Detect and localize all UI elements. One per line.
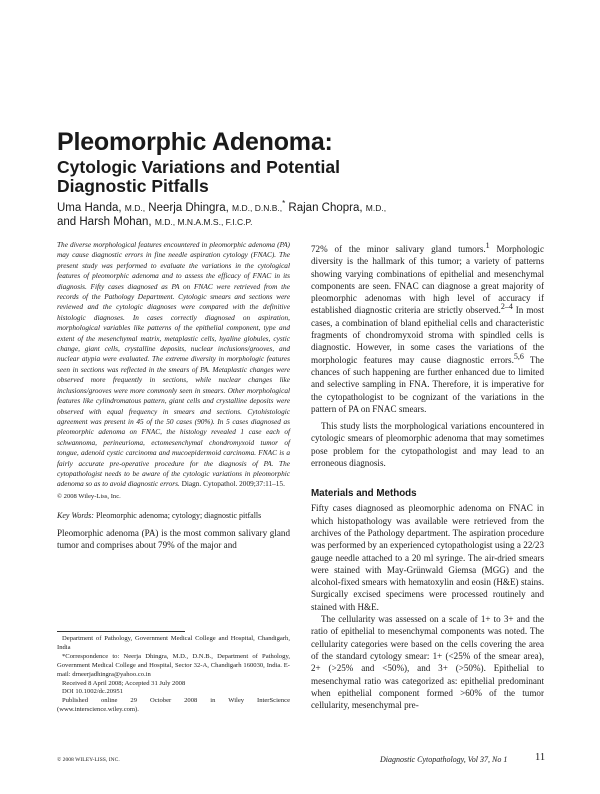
body-text-span: Morphologic diversity is the hallmark of this tumor; a variety of patterns showing varying combinations of epithelial and mesenchymal components are seen. FNAC can diagnose a great majority of pleomorphic adenomas with high level of accuracy if established diagnostic criteria are strictly observed. [311, 244, 544, 316]
article-subtitle [57, 158, 557, 196]
author-line-2 [57, 215, 557, 229]
published-online: Published online 29 October 2008 in Wiley InterScience (www.interscience.wiley.com). [57, 697, 290, 714]
body-text-span: 72% of the minor salivary gland tumors. [311, 244, 486, 254]
affiliation-footnote [57, 635, 290, 715]
author-line-1 [57, 201, 557, 215]
author-name: Rajan Chopra, [288, 202, 363, 214]
abstract-text: The diverse morphological features encountered in pleomorphic adenoma (PA) may cause diagnostic errors in fine needle aspiration cytology (FNAC). The present study was performed to evaluate the variations in the cytological features of pleomorphic adenoma and to assess the efficacy of FNAC in its diagnosis. Fifty cases diagnosed as PA on FNAC were retrieved from the records of the Pathology Department. Cytologic smears and sections were reviewed and the cytologic diagnoses were compared with the definitive histologic diagnoses. In cases correctly diagnosed on aspiration, morphological variables like patterns of the epithelial component, type and extent of the mesenchymal matrix, metaplastic cells, hyaline globules, cystic change, giant cells, crystalline deposits, nuclear inclusions/grooves, and nuclear atypia were evaluated. The extreme diversity in morphologic features seen in sections was reflected in the smears of PA. Metaplastic changes were observed more frequently in sections, while nuclear changes like inclusions/grooves were more commonly seen in smears. Other morphological features like cylindromatous pattern, giant cells and crystalline deposits were observed with equal frequency in smears and sections. Cytohistologic agreement was present in 45 of the 50 cases (90%). In 5 cases diagnosed as pleomorphic adenoma on FNAC, the histology revealed 1 case each of schwannoma, perineurioma, ectomesenchymal chondromyxoid tumor of tongue, adenoid cystic carcinoma and mucoepidermoid carcinoma. FNAC is a fairly accurate pre-operative procedure for the diagnosis of PA. The cytopathologist needs to be aware of the cytologic variations in pleomorphic adenoma so as to avoid diagnostic errors. [57, 240, 290, 489]
intro-paragraph: Pleomorphic adenoma (PA) is the most common salivary gland tumor and comprises about 79% of the major and [57, 527, 290, 551]
abstract-copyright: © 2008 Wiley-Liss, Inc. [57, 492, 121, 500]
doi: DOI 10.1002/dc.20951 [62, 688, 123, 696]
author-list [57, 201, 557, 229]
received-dates: Received 8 April 2008; Accepted 31 July 2008 [62, 679, 186, 687]
page-number: 11 [535, 752, 546, 763]
footer-journal: Diagnostic Cytopathology, Vol 37, No 1 [380, 755, 508, 764]
keywords-text: Pleomorphic adenoma; cytology; diagnostic pitfalls [95, 510, 262, 520]
author-degree: M.D., D.N.B., [232, 203, 283, 213]
author-degree: M.D., M.N.A.M.S., F.I.C.P. [154, 217, 253, 227]
methods-paragraph-2: The cellularity was assessed on a scale of 1+ to 3+ and the ratio of epithelial to mesenchymal components was noted. The cellularity categories were based on the cells covering the area of the standard cytology smear: 1+ (<25% of the smear area), 2+ (>25% and <50%), and 3+ (>50%). Epithelial to mesenchymal ratio was categorized as: epithelial predominant when epithelial component formed >60% of the tumor cellularity, mesenchymal pre- [311, 614, 544, 711]
right-column [311, 240, 544, 711]
body-text-span: The chances of such happening are further enhanced due to limited and selective sampling in FNA. Therefore, it is imperative for the cytopathologist to be cognizant of the variations in the pattern of PA on FNAC smears. [311, 354, 545, 414]
abstract [57, 240, 290, 490]
author-degree: M.D., [124, 203, 146, 213]
author-degree: M.D., [365, 203, 387, 213]
section-heading-methods: Materials and Methods [311, 488, 417, 500]
author-name: and Harsh Mohan, [57, 216, 152, 228]
methods-paragraph-1: Fifty cases diagnosed as pleomorphic adenoma on FNAC in which histopathology was available were retrieved from the archives of the Pathology department. The aspiration procedure was performed by an experienced cytopathologist using a 22/23 gauge needle attached to a 20 ml syringe. The air-dried smears were stained with May-Grünwald Giemsa (MGG) and the alcohol-fixed smears with hematoxylin and eosin (H&E) stains. Surgically excised specimens were processed routinely and stained with H&E. [311, 503, 544, 612]
citation-ref: 2–4 [500, 302, 513, 312]
left-column [57, 240, 290, 551]
author-name: Neerja Dhingra, [148, 202, 229, 214]
subtitle-line-1: Cytologic Variations and Potential [57, 157, 340, 177]
article-title: Pleomorphic Adenoma: [57, 128, 333, 156]
author-name: Uma Handa, [57, 202, 122, 214]
footer-copyright: © 2008 WILEY-LISS, INC. [57, 757, 120, 763]
study-aim-paragraph: This study lists the morphological variations encountered in cytologic smears of pleomorphic adenoma that may sometimes pose problem for the cytopathologist and may lead to an erroneous diagnosis. [311, 421, 544, 469]
abstract-citation: Diagn. Cytopathol. 2009;37:11–15. [181, 479, 285, 489]
citation-ref: 5,6 [513, 351, 524, 361]
citation-ref: 1 [485, 240, 490, 250]
subtitle-line-2: Diagnostic Pitfalls [57, 176, 209, 196]
correspondence-mark: * [282, 199, 286, 209]
body-text-span: In most cases, a combination of bland epithelial cells and characteristic fragments of chondromyxoid stroma with spindled cells is diagnostic. However, in some cases the variations of the morphologic features may cause diagnostic errors. [311, 305, 544, 365]
keywords [57, 510, 290, 521]
correspondence-info: *Correspondence to: Neerja Dhingra, M.D., D.N.B., Department of Pathology, Government Medical College and Hospital, Sector 32-A, Chandigarh 160030, India. E-mail: drneerjadhingra@yahoo.co.in [57, 652, 290, 678]
keywords-label: Key Words: [57, 510, 94, 520]
affiliation-dept: Department of Pathology, Government Medical College and Hospital, Chandigarh, India [57, 635, 290, 651]
footnote-divider [57, 631, 185, 632]
intro-paragraph-continued [311, 240, 545, 415]
article-header [57, 128, 557, 229]
